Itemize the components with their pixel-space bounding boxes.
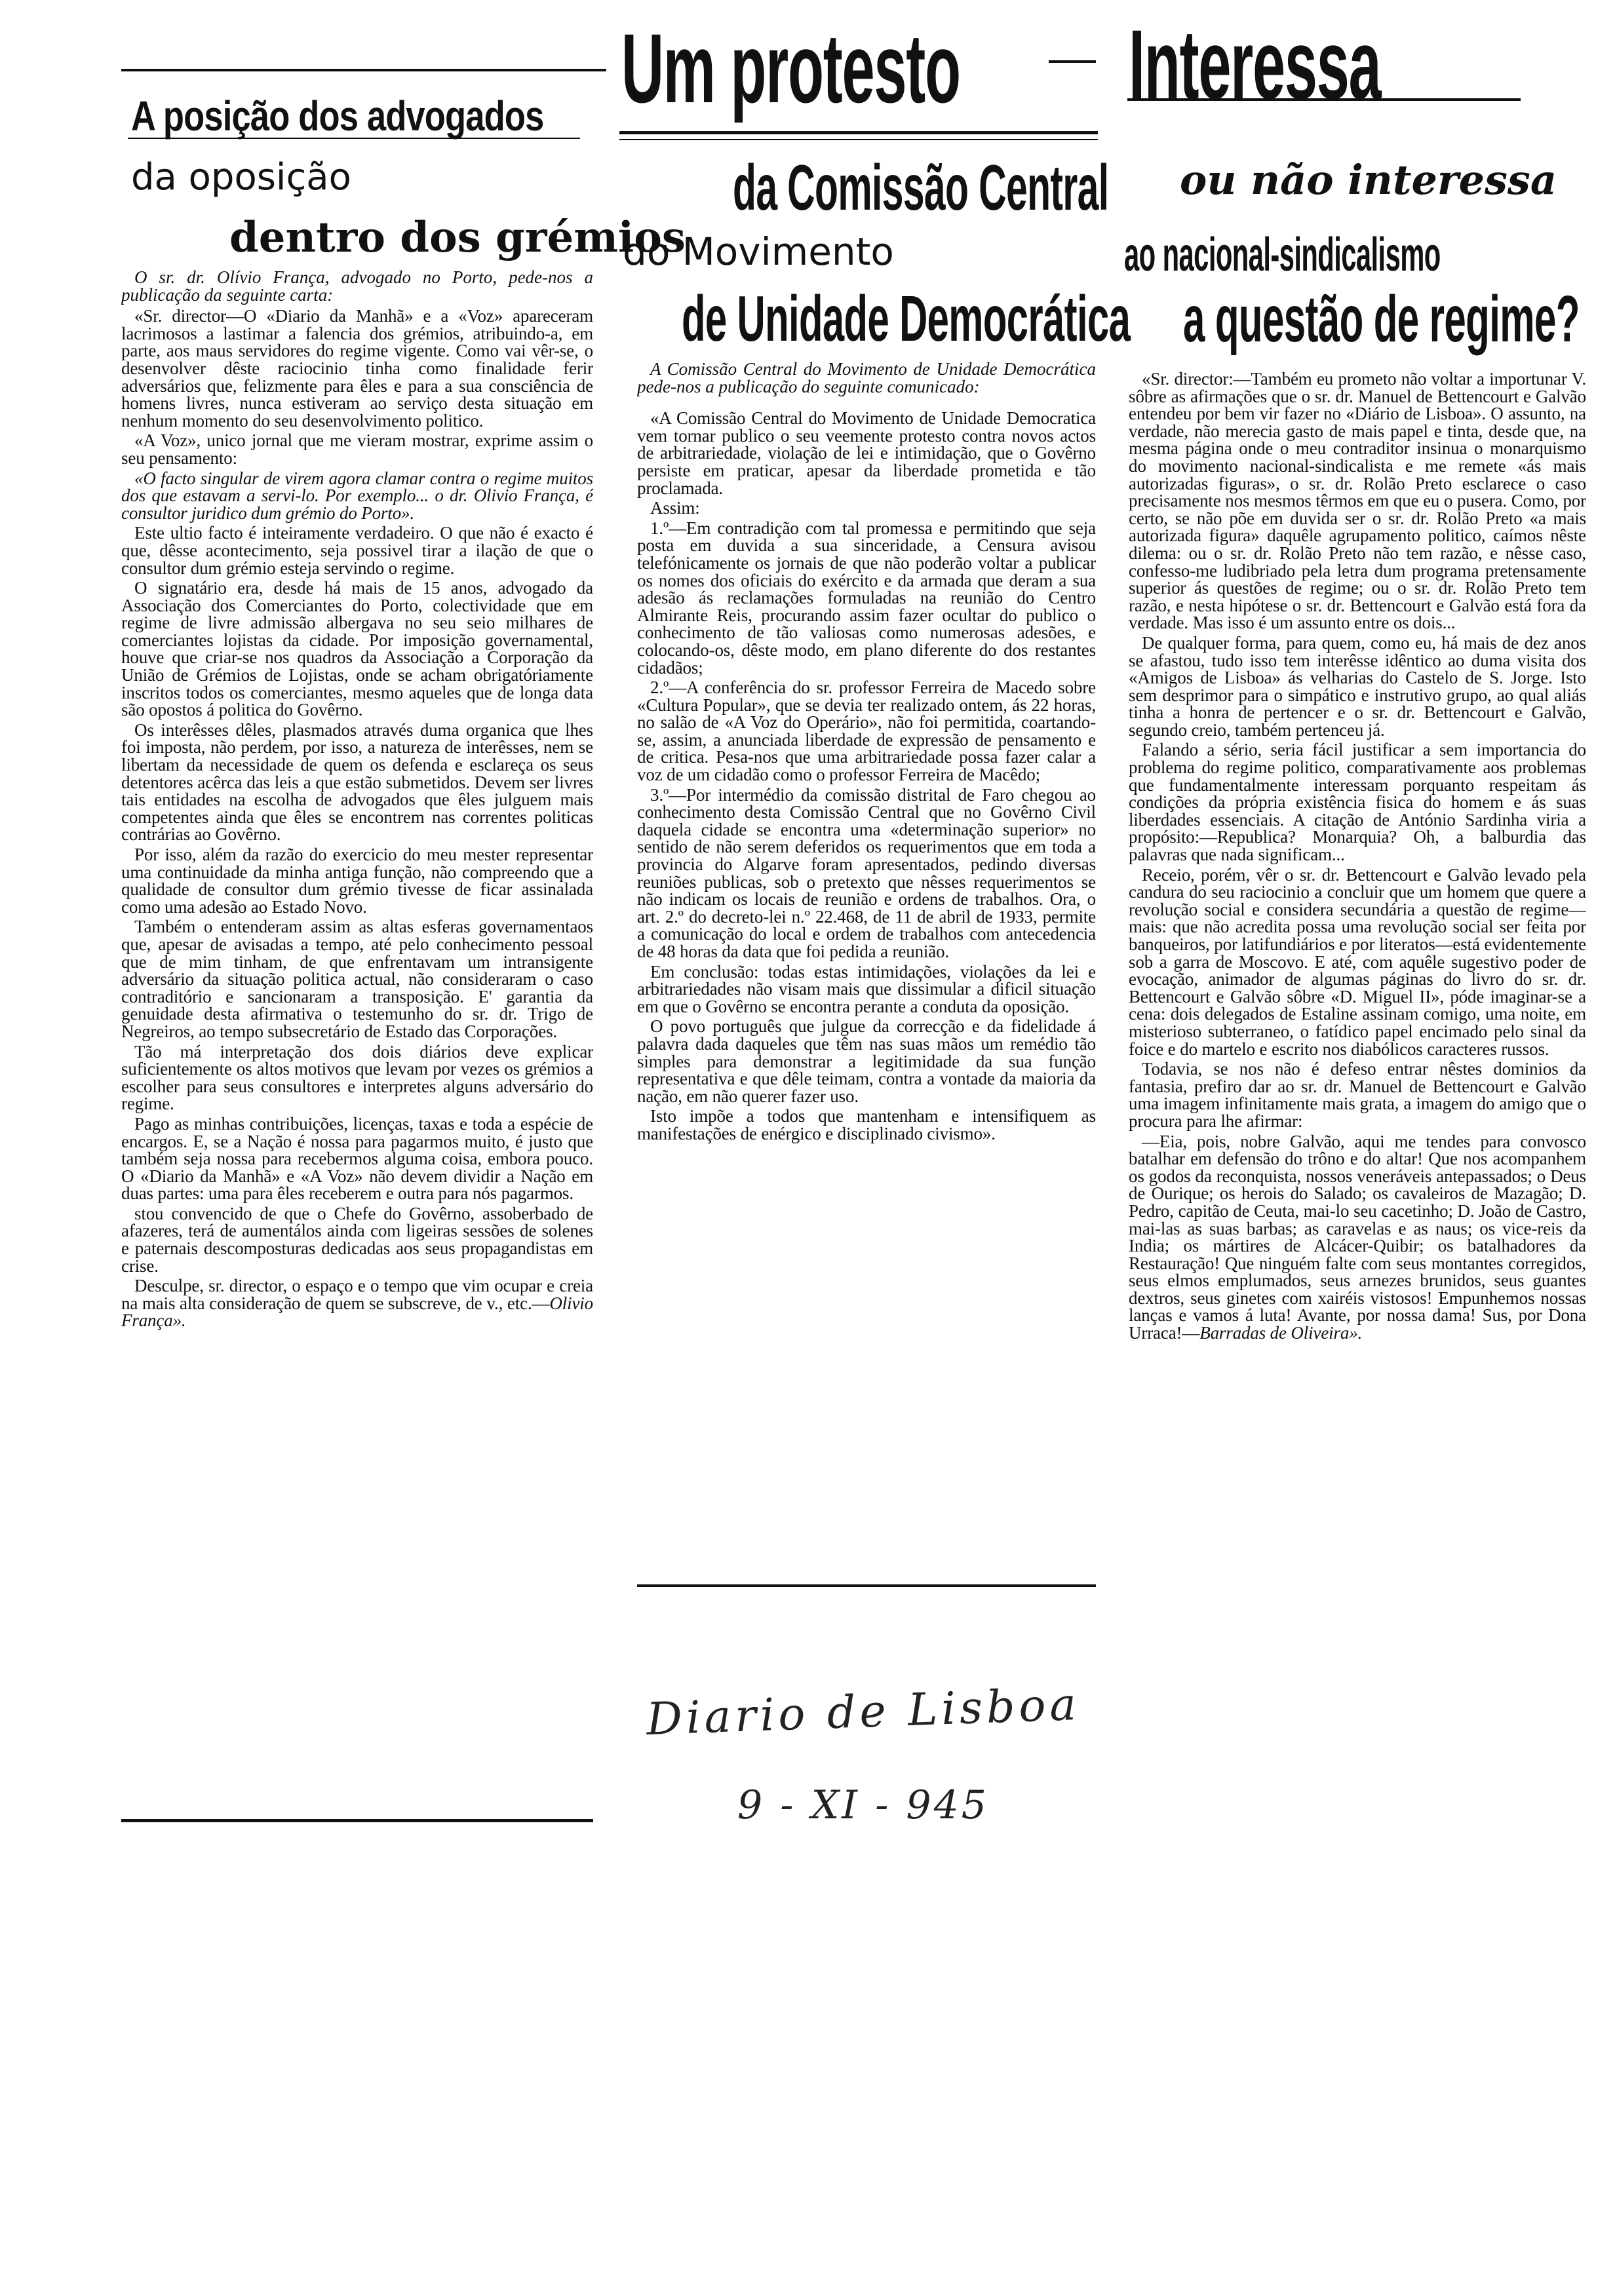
col1-paragraph: «Sr. director—O «Diario da Manhã» e a «Voz» apareceram lacrimosos a lastimar a falencia dos grémios, atribuindo-a, em parte, aos maus servidores do regime vigente. Como vai vêr-se, o desenvolver dêste raciocinio tinha como finalidade ferir adversários que, felizmente para êles e para a sua consciência de homens livres, nunca estiveram ao serviço desta situação em nenhum momento do seu desenvolvimento politico. xyxy=(121,306,593,430)
title-rule-col2b xyxy=(619,139,1098,140)
col1-headline: A posição dos advogados xyxy=(131,92,544,140)
handwritten-date: 9 - XI - 945 xyxy=(737,1782,989,1828)
col1-subheadline-2: dentro dos grémios xyxy=(229,213,686,262)
col2-headline: Um protesto xyxy=(621,13,960,123)
col2-paragraph: Assim: xyxy=(650,498,700,518)
col1-paragraph: O signatário era, desde há mais de 15 anos, advogado da Associação dos Comerciantes do Porto, colectividade que em regime de livre admissão albergava no seu seio milhares de comerciantes lojistas da cidade. Por imposição governamental, houve que criar-se nos quadros da Associação a Corporação da União de Grémios de Lojistas, onde se acham obrigatóriamente inscritos todos os comerciantes, mesmo aqueles que de longa data são opostos á politica do Govêrno. xyxy=(121,578,593,720)
col3-paragraph: De qualquer forma, para quem, como eu, há mais de dez anos se afastou, tudo isso tem interêsse idêntico ao duma visita dos «Amigos de Lisboa» ás velharias do Castelo de S. Jorge. Isto sem desprimor para o simpático e instrutivo grupo, ao qual aliás tinha a honra de pertencer e o sr. dr. Bettencourt e Galvão, segundo creio, também pertenceu já. xyxy=(1129,632,1586,740)
col2-paragraph: 2.º—A conferência do sr. professor Ferreira de Macedo sobre «Cultura Popular», que se devia ter realizado ontem, ás 22 horas, no salão de «A Voz do Operário», não foi permitida, coartando-se, assim, a anunciada liberdade de expressão de pensamento e de critica. Pesa-nos que uma arbitrariedade possa fazer calar a voz de um cidadão como o professor Ferreira de Macêdo; xyxy=(637,678,1096,785)
col2-paragraph: «A Comissão Central do Movimento de Unidade Democratica vem tornar publico o seu veemente protesto contra novos actos de arbitrariedade, violação de lei e intimidação, que o Govêrno persiste em praticar, apesar da liberdade prometida e tão proclamada. xyxy=(637,408,1096,498)
col1-article xyxy=(121,269,593,1822)
col2-article xyxy=(637,360,1096,1579)
col3-article xyxy=(1129,370,1586,1890)
col1-paragraph: Os interêsses dêles, plasmados através duma organica que lhes foi imposta, não perdem, por isso, a natureza de interêsses, nem se libertam da necessidade de quem os defenda e esclareça os seus detentores acêrca das leis a que estão submetidos. Devem ser livres tais entidades na escolha de advogados que êles julguem mais competentes ainda que êles se encontrem nas correntes politicas contrárias ao Govêrno. xyxy=(121,719,593,845)
col3-paragraph: Receio, porém, vêr o sr. dr. Bettencourt e Galvão levado pela candura do seu raciocinio a concluir que um homem que quere a revolução social e considera secundária a questão de regime—mais: que não acredita possa uma revolução social ser feita por banqueiros, por latifundiários e por literatos—está evidentemente sob a garra de Moscovo. E até, com aquêle sugestivo poder de evocação, animador de algumas páginas do livro do sr. dr. Bettencourt e Galvão sôbre «D. Miguel II», póde imaginar-se a cena: dois delegados de Estaline assinam comigo, uma noite, em misterioso subterraneo, o fatídico papel encimado pelo sinal da foice e do martelo e escrito nos diabólicos caracteres russos. xyxy=(1129,864,1586,1059)
col1-subheadline: da oposição xyxy=(131,156,351,199)
col3-author: Barradas de Oliveira». xyxy=(1199,1323,1363,1343)
col1-author: Olivio França». xyxy=(121,1293,593,1331)
col3-headline: Interessa xyxy=(1129,9,1381,119)
col3-subheadline-3: a questão de regime? xyxy=(1183,282,1580,356)
top-rule-left xyxy=(121,69,606,71)
col1-paragraph: Também o entenderam assim as altas esferas governamentaos que, apesar de avisadas a tempo, até pelo conhecimento pessoal que de mim tinham, de que enfrentavam um intransigente adversário da situação politica actual, não consideraram o caso contraditório e sancionaram a transposição. E' garantia da genuidade desta afirmativa o testemunho do sr. dr. Trigo de Negreiros, ao tempo subsecretário de Estado das Corporações. xyxy=(121,917,593,1041)
col3-paragraph-closing xyxy=(1129,1133,1586,1342)
col1-paragraph-closing xyxy=(121,1277,593,1330)
col1-intro: O sr. dr. Olívio França, advogado no Porto, pede-nos a publicação da seguinte carta: xyxy=(121,269,593,305)
col1-quote: «O facto singular de virem agora clamar contra o regime muitos dos que estavam a servi-lo. Por exemplo... o dr. Olivio França, é consultor juridico dum grémio do Porto». xyxy=(121,468,593,523)
col2-subheadline: da Comissão Central xyxy=(733,151,1109,223)
col1-paragraph: Por isso, além da razão do exercicio do meu mester representar uma continuidade da minha antiga função, não compreendo que a qualidade de consultor dum grémio tivesse de ficar assinalada como uma adesão ao Estado Novo. xyxy=(121,845,593,917)
col3-closing-text: —Eia, pois, nobre Galvão, aqui me tendes para convosco batalhar em defensão do trôno e do altar! Que nos acompanhem os godos da reconquista, nossos veneráveis antepassados; o Deus de Ourique; os herois do Salado; os cavaleiros de Mazagão; D. Pedro, capitão de Ceuta, mai-lo seu cacetinho; D. João de Castro, mai-las as suas barbas; as caravelas e as naus; os vice-reis da India; os mártires de Alcácer-Quibir; os batalhadores da Restauração! Que ninguém falte com seus montantes corregidos, seus elmos emplumados, seus arnezes brunidos, seus guantes dextros, seus ginetes com xairéis vistosos! Empunhemos nossas lanças e vamos á luta! Avante, por nossa dama! Sus, por Dona Urraca!— xyxy=(1129,1131,1586,1343)
col2-bottom-rule xyxy=(637,1584,1096,1587)
col2-paragraph: 3.º—Por intermédio da comissão distrital de Faro chegou ao conhecimento desta Comissão Central que no Govêrno Civil daquela cidade se encontra uma «determinação superior» no sentido de não serem deferidos os requerimentos que em toda a provincia do Algarve foram apresentados, pedindo diversas reuniões publicas, sob o pretexto que nêsses requerimentos se não indicam os locais de reunião e ordens de trabalhos. Ora, o art. 2.º do decreto-lei n.º 22.468, de 11 de abril de 1933, permite a comunicação do local e ordem de trabalhos com antecedencia de 48 horas da data que foi pedida a reunião. xyxy=(637,784,1096,961)
col2-paragraph: O povo português que julgue da correcção e da fidelidade á palavra dada daqueles que têm nas suas mãos um remédio tão simples para demonstrar a legitimidade da sua função representativa e que dêle teimam, contra a vontade da maioria da nação, em não querer fazer uso. xyxy=(637,1016,1096,1106)
col3-subheadline: ou não interessa xyxy=(1180,156,1557,204)
col1-paragraph: «A Voz», unico jornal que me vieram mostrar, exprime assim o seu pensamento: xyxy=(121,430,593,468)
col1-paragraph: Pago as minhas contribuições, licenças, taxas e toda a espécie de encargos. E, se a Nação é nossa para pagarmos muito, é justo que também seja nossa para recebermos alguma coisa, embora pouco. O «Diario da Manhã» e «A Voz» não devem dividir a Nação em duas partes: uma para êles receberem e outra para nós pagarmos. xyxy=(121,1113,593,1204)
col3-paragraph: «Sr. director:—Também eu prometo não voltar a importunar V. sôbre as afirmações que o sr. dr. Manuel de Bettencourt e Galvão entendeu por bem vir fazer no «Diário de Lisboa». O assunto, na verdade, não merecia gasto de mais papel e tinta, desde que, na mesma página onde o meu contraditor insinua o monarquismo do movimento nacional-sindicalista e me remete «ás mais autorizadas figuras», o sr. dr. Rolão Preto esclarece o caso precisamente nos mesmos têrmos em que eu o pusera. Como, por certo, se não põe em duvida ser o sr. dr. Rolão Preto «a mais autorizada figura» daquêle agrupamento politico, caímos nêste dilema: ou o sr. dr. Rolão Preto não tem razão, e nêsse caso, confesso-me ludibriado pela letra dum programa pretensamente superior ás questões de regime; ou o sr. dr. Rolão Preto tem razão, e nesta hipótese o sr. dr. Bettencourt e Galvão está fora da verdade. Mas isso é um assunto entre os dois... xyxy=(1129,370,1586,633)
col3-paragraph: Todavia, se nos não é defeso entrar nêstes dominios da fantasia, prefiro dar ao sr. dr. Manuel de Bettencourt e Galvão uma imagem infinitamente mais grata, a imagem do amigo que o procura para lhe afirmar: xyxy=(1129,1059,1586,1131)
col3-paragraph: Falando a sério, seria fácil justificar a sem importancia do problema do regime politico, comparativamente aos problemas que fundamentalmente interessam porquanto respeitam ás condições da própria existência fisica do homem e ás suas liberdades essenciais. A citação de António Sardinha viria a propósito:—Republica? Monarquia? Oh, a balburdia das palavras que nada significam... xyxy=(1129,740,1586,865)
col2-subheadline-3: de Unidade Democrática xyxy=(682,282,1131,354)
col2-paragraph: Isto impõe a todos que mantenham e intensifiquem as manifestações de enérgico e disciplinado civismo». xyxy=(637,1106,1096,1143)
col2-subheadline-2: do Movimento xyxy=(623,229,894,274)
title-rule-col2 xyxy=(619,131,1098,134)
col2-paragraph: Em conclusão: todas estas intimidações, violações da lei e arbitrariedades não visam mais que dissimular a dificil situação em que o Govêrno se encontra perante a conduta da oposição. xyxy=(637,961,1096,1016)
col1-paragraph: stou convencido de que o Chefe do Govêrno, assoberbado de afazeres, terá de aumentálos ainda com ligeiras sessões de solenes e paternais descomposturas dedicadas aos seus propagandistas em crise. xyxy=(121,1203,593,1276)
handwritten-source: Diario de Lisboa xyxy=(646,1678,1081,1746)
dash-after-protesto xyxy=(1049,60,1096,63)
col2-intro: A Comissão Central do Movimento de Unidade Democrática pede-nos a publicação do seguinte comunicado: xyxy=(637,360,1096,396)
col1-paragraph: Este ultio facto é inteiramente verdadeiro. O que não é exacto é que, dêsse acontecimento, seja possivel tirar a ilação de que o consultor dum grémio esteja servindo o regime. xyxy=(121,523,593,578)
col2-paragraph: 1.º—Em contradição com tal promessa e permitindo que seja posta em duvida a sua sinceridade, a Censura avisou telefónicamente os jornais de que não poderão voltar a publicar os nomes dos oficiais do exército e da armada que deram a sua adesão ás reclamações formuladas na reunião do Centro Almirante Reis, procurando assim fazer ocultar do publico o conhecimento de tão valiosas como numerosas adesões, e colocando-os, dêste modo, em plano diferente do dos restantes cidadãos; xyxy=(637,518,1096,678)
col1-paragraph: Tão má interpretação dos dois diários deve explicar suficientemente os altos motivos que levam por vezes os grémios a escolher para seus consultores e interpretes alguns adversário do regime. xyxy=(121,1041,593,1114)
col1-closing-text: Desculpe, sr. director, o espaço e o tempo que vim ocupar e creia na mais alta consideração de quem se subscreve, de v., etc.— xyxy=(121,1276,593,1313)
col3-subheadline-2: ao nacional-sindicalismo xyxy=(1124,229,1441,281)
